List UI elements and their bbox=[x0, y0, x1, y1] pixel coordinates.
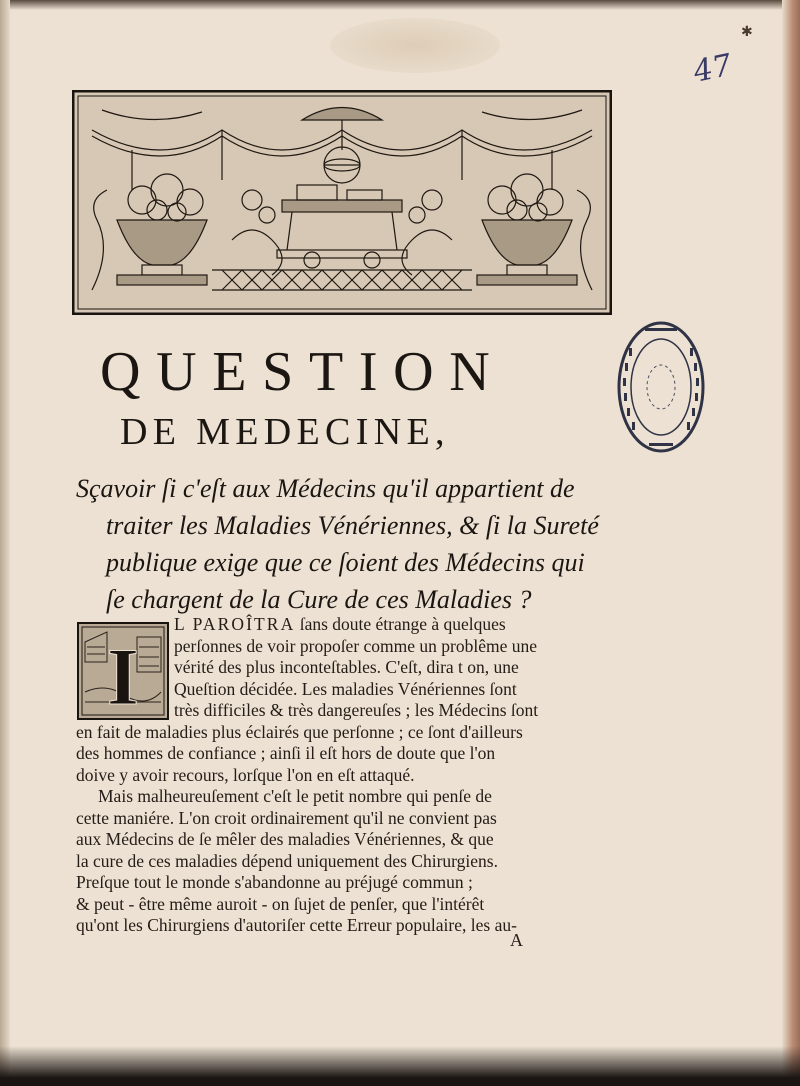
body-line: très difficiles & très dangereuſes ; les Médecins ſont bbox=[174, 700, 539, 720]
subtitle-line: Sçavoir ſi c'eſt aux Médecins qu'il appartient de bbox=[76, 474, 575, 503]
folio-number: 47 bbox=[690, 47, 736, 90]
corner-mark: ✱ bbox=[741, 25, 753, 40]
body-line: Queſtion décidée. Les maladies Vénériennes ſont bbox=[174, 678, 517, 699]
body-line: perſonnes de voir propoſer comme un problême une bbox=[174, 635, 538, 656]
body-line bbox=[76, 614, 598, 636]
body-line: vérité des plus inconteſtables. C'eſt, dira t on, une bbox=[174, 657, 519, 677]
paper-stain bbox=[330, 18, 500, 73]
subtitle-line: publique exige que ce ſoient des Médecins qui bbox=[106, 548, 585, 577]
page-bottom-edge bbox=[0, 1046, 800, 1086]
body-lead: L PAROÎTRA bbox=[174, 614, 296, 634]
ornamental-headpiece-icon bbox=[72, 90, 612, 315]
body-line: aux Médecins de ſe mêler des maladies Vénériennes, & que bbox=[76, 829, 494, 849]
subtitle bbox=[76, 470, 616, 618]
page-fore-edge bbox=[782, 0, 800, 1086]
page-gutter-edge bbox=[0, 0, 10, 1086]
body-line: cette maniére. L'on croit ordinairement qu'il ne convient pas bbox=[76, 807, 497, 828]
library-stamp-icon bbox=[615, 318, 707, 456]
dropcap-letter: I bbox=[107, 631, 139, 720]
body-line: doive y avoir recours, lorſque l'on en eſt attaqué. bbox=[76, 764, 415, 785]
body-text bbox=[76, 614, 598, 937]
body-line: & peut - être même auroit - on ſujet de penſer, que l'intérêt bbox=[76, 893, 485, 914]
body-line: la cure de ces maladies dépend uniquement des Chirurgiens. bbox=[76, 850, 498, 871]
subtitle-line: traiter les Maladies Vénériennes, & ſi la Sureté bbox=[106, 511, 599, 540]
page-title-line1: QUESTION bbox=[100, 341, 506, 403]
body-line: Preſque tout le monde s'abandonne au préjugé commun ; bbox=[76, 872, 473, 892]
page-top-edge bbox=[0, 0, 800, 10]
body-line: qu'ont les Chirurgiens d'autoriſer cette Erreur populaire, les au- bbox=[76, 915, 517, 935]
body-line: des hommes de confiance ; ainſi il eſt hors de doute que l'on bbox=[76, 743, 496, 763]
body-line-text: ſans doute étrange à quelques bbox=[295, 614, 506, 634]
body-line: en fait de maladies plus éclairés que perſonne ; ce ſont d'ailleurs bbox=[76, 721, 523, 742]
subtitle-line: ſe chargent de la Cure de ces Maladies ? bbox=[106, 585, 532, 614]
page-title-line2: DE MEDECINE, bbox=[120, 411, 450, 453]
signature-mark: A bbox=[510, 930, 523, 950]
body-line: Mais malheureuſement c'eſt le petit nombre qui penſe de bbox=[98, 786, 492, 806]
